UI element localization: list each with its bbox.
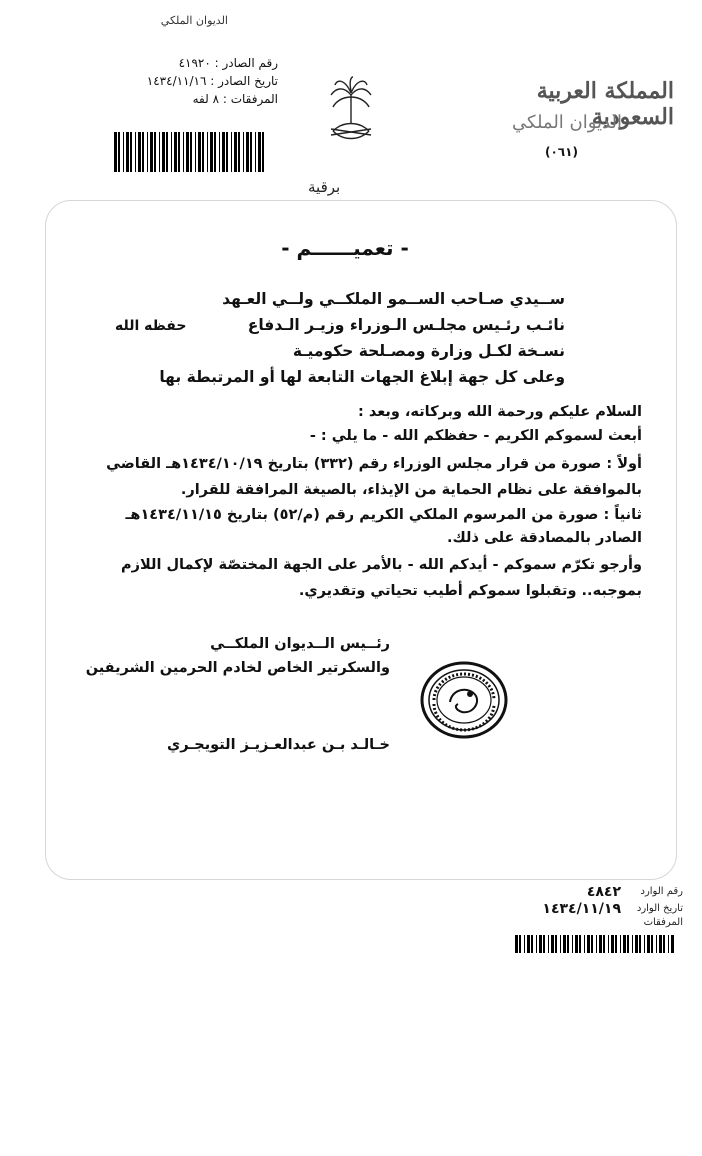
honorific: حفظه الله bbox=[115, 318, 187, 334]
signatory-title-2: والسكرتير الخاص لخادم الحرمين الشريفين bbox=[85, 660, 390, 676]
attachments-count: المرفقات : ٨ لفه bbox=[192, 92, 278, 106]
incoming-barcode bbox=[513, 935, 678, 953]
addressee-line-1: ســيدي صـاحب الســمو الملكــي ولــي العـهد bbox=[222, 290, 565, 308]
circular-title: - تعميــــــم - bbox=[281, 236, 409, 260]
closing-line-1: وأرجو تكرّم سموكم - أيدكم الله - بالأمر على الجهة المختصّة لإكمال اللازم bbox=[121, 557, 642, 573]
received-number-label: رقم الوارد bbox=[640, 886, 683, 897]
signatory-title-1: رئــيس الــديوان الملكــي bbox=[210, 636, 390, 652]
outgoing-date: تاريخ الصادر : ١٤٣٤/١١/١٦ bbox=[146, 74, 278, 88]
office-stamp-text: الديوان الملكي bbox=[512, 112, 622, 133]
addressee-line-2: نائـب رئـيس مجلـس الـوزراء وزيـر الـدفاع bbox=[247, 316, 565, 334]
outgoing-number: رقم الصادر : ٤١٩٢٠ bbox=[178, 56, 278, 70]
greeting: السلام عليكم ورحمة الله وبركاته، وبعد : bbox=[357, 404, 642, 420]
received-number bbox=[513, 884, 683, 902]
addressee-line-3: نسـخة لكـل وزارة ومصـلحة حكوميـة bbox=[292, 342, 565, 360]
signatory-name: خـالـد بـن عبدالعـزيـز التويجـري bbox=[166, 737, 390, 753]
royal-seal-icon bbox=[420, 660, 508, 740]
item-second-line-1: ثانياً : صورة من المرسوم الملكي الكريم رقم (م/٥٢) بتاريخ ١٤٣٤/١١/١٥هـ bbox=[125, 507, 642, 523]
kingdom-letterhead bbox=[484, 78, 674, 148]
received-date-label: تاريخ الوارد bbox=[636, 903, 683, 914]
item-first-line-2: بالموافقة على نظام الحماية من الإيذاء، بالصيغة المرافقة للقرار. bbox=[180, 482, 642, 498]
received-date-value: ١٤٣٤/١١/١٩ bbox=[542, 901, 621, 917]
item-first-line-1: أولاً : صورة من قرار مجلس الوزراء رقم (٣٣٢) بتاريخ ١٤٣٤/١٠/١٩هـ القاضي bbox=[106, 456, 642, 472]
intro-line: أبعث لسموكم الكريم - حفظكم الله - ما يلي : - bbox=[309, 428, 642, 444]
outgoing-barcode bbox=[112, 132, 267, 178]
document-code: (٠٦١) bbox=[545, 145, 578, 159]
office-name: الديوان الملكي bbox=[160, 14, 228, 27]
received-attachments-label: المرفقات bbox=[643, 917, 683, 928]
item-second-line-2: الصادر بالمصادقة على ذلك. bbox=[447, 530, 642, 546]
kingdom-name: المملكة العربية السعودية bbox=[536, 78, 674, 130]
received-number-value: ٤٨٤٢ bbox=[586, 884, 621, 900]
addressee-line-4: وعلى كل جهة إبلاغ الجهات التابعة لها أو المرتبطة بها bbox=[159, 368, 565, 386]
received-attachments bbox=[513, 917, 683, 933]
closing-line-2: بموجبه.. وتقبلوا سموكم أطيب تحياتي وتقديري. bbox=[298, 583, 642, 599]
telegram-label: برقية bbox=[308, 178, 341, 196]
saudi-emblem-icon bbox=[327, 75, 375, 145]
